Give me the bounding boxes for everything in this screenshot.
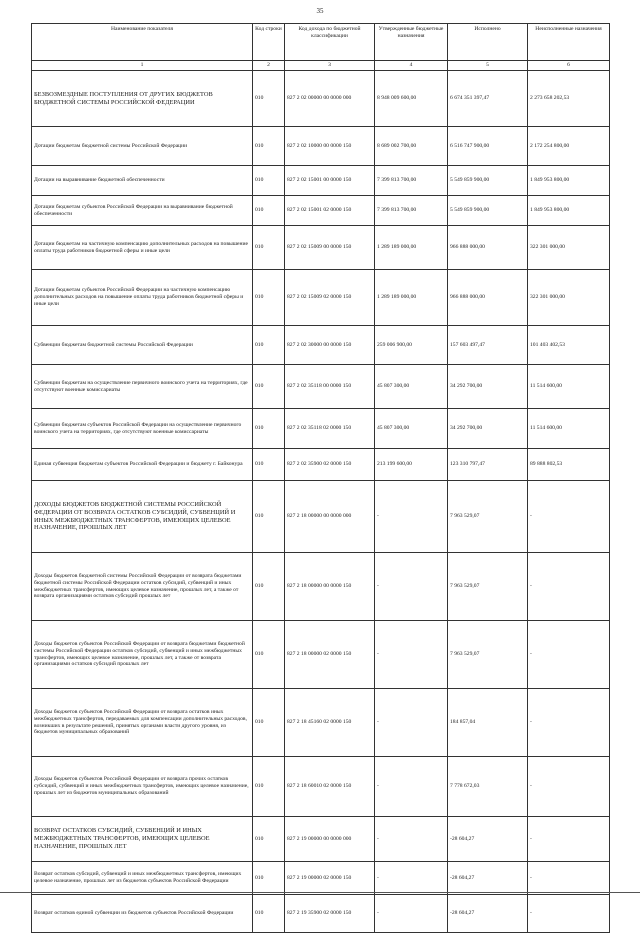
row-done: 7 963 529,07 bbox=[448, 481, 528, 553]
row-kbk: 827 2 19 00000 00 0000 000 bbox=[285, 817, 375, 862]
row-undone: - bbox=[528, 621, 610, 689]
row-name: Субвенции бюджетам на осуществление первичного воинского учета на территориях, где отсутствуют военные комиссариаты bbox=[32, 365, 253, 409]
row-code: 010 bbox=[253, 409, 285, 449]
table-row bbox=[32, 270, 610, 326]
page-bottom-rule bbox=[0, 892, 640, 893]
row-approved: 7 399 813 700,00 bbox=[375, 196, 448, 226]
row-kbk: 827 2 19 35900 02 0000 150 bbox=[285, 895, 375, 933]
header-undone: Неисполненные назначения bbox=[528, 24, 610, 61]
row-undone: - bbox=[528, 553, 610, 621]
column-number: 5 bbox=[448, 61, 528, 71]
row-code: 010 bbox=[253, 481, 285, 553]
column-number: 6 bbox=[528, 61, 610, 71]
row-done: 123 310 797,47 bbox=[448, 449, 528, 481]
row-kbk: 827 2 18 00000 00 0000 150 bbox=[285, 553, 375, 621]
revenue-table bbox=[31, 23, 610, 933]
row-undone: - bbox=[528, 862, 610, 895]
row-name: ВОЗВРАТ ОСТАТКОВ СУБСИДИЙ, СУБВЕНЦИЙ И ИНЫХ МЕЖБЮДЖЕТНЫХ ТРАНСФЕРТОВ, ИМЕЮЩИХ ЦЕЛЕВОЕ НАЗНАЧЕНИЕ, ПРОШЛЫХ ЛЕТ bbox=[32, 817, 253, 862]
row-code: 010 bbox=[253, 166, 285, 196]
row-name: БЕЗВОЗМЕЗДНЫЕ ПОСТУПЛЕНИЯ ОТ ДРУГИХ БЮДЖЕТОВ БЮДЖЕТНОЙ СИСТЕМЫ РОССИЙСКОЙ ФЕДЕРАЦИИ bbox=[32, 71, 253, 127]
table-row bbox=[32, 196, 610, 226]
row-approved: - bbox=[375, 757, 448, 817]
row-name: Дотации бюджетам субъектов Российской Федерации на частичную компенсацию дополнительных расходов на повышение оплаты труда работников бюджетной сферы и иные цели bbox=[32, 270, 253, 326]
row-undone: 11 514 600,00 bbox=[528, 409, 610, 449]
row-undone: - bbox=[528, 895, 610, 933]
row-name: Субвенции бюджетам субъектов Российской Федерации на осуществление первичного воинского учета на территориях, где отсутствуют военные комиссариаты bbox=[32, 409, 253, 449]
row-code: 010 bbox=[253, 127, 285, 166]
row-name: Дотации бюджетам бюджетной системы Российской Федерации bbox=[32, 127, 253, 166]
table-row bbox=[32, 71, 610, 127]
table-body bbox=[32, 71, 610, 933]
table-row bbox=[32, 862, 610, 895]
row-code: 010 bbox=[253, 365, 285, 409]
row-done: 157 603 497,47 bbox=[448, 326, 528, 365]
row-kbk: 827 2 19 00000 02 0000 150 bbox=[285, 862, 375, 895]
row-undone: 322 301 000,00 bbox=[528, 270, 610, 326]
row-code: 010 bbox=[253, 689, 285, 757]
row-name: Доходы бюджетов субъектов Российской Федерации от возврата бюджетами бюджетной системы Российской Федерации остатков субсидий, субвенций и иных межбюджетных трансфертов, имеющих целевое назначение, прошлых лет, а также от возврата организациями остатков субсидий прошлых лет bbox=[32, 621, 253, 689]
table-row bbox=[32, 817, 610, 862]
table-row bbox=[32, 226, 610, 270]
row-code: 010 bbox=[253, 895, 285, 933]
row-name: Дотации на выравнивание бюджетной обеспеченности bbox=[32, 166, 253, 196]
row-code: 010 bbox=[253, 862, 285, 895]
row-done: -28 604,27 bbox=[448, 862, 528, 895]
row-kbk: 827 2 18 00000 00 0000 000 bbox=[285, 481, 375, 553]
row-name: Возврат остатков субсидий, субвенций и иных межбюджетных трансфертов, имеющих целевое назначение, прошлых лет из бюджетов субъектов Российской Федерации bbox=[32, 862, 253, 895]
table-row bbox=[32, 449, 610, 481]
row-undone: 2 172 254 800,00 bbox=[528, 127, 610, 166]
row-name: ДОХОДЫ БЮДЖЕТОВ БЮДЖЕТНОЙ СИСТЕМЫ РОССИЙСКОЙ ФЕДЕРАЦИИ ОТ ВОЗВРАТА ОСТАТКОВ СУБСИДИЙ, СУБВЕНЦИЙ И ИНЫХ МЕЖБЮДЖЕТНЫХ ТРАНСФЕРТОВ, ИМЕЮЩИХ ЦЕЛЕВОЕ НАЗНАЧЕНИЕ, ПРОШЛЫХ ЛЕТ bbox=[32, 481, 253, 553]
row-undone: 89 888 802,53 bbox=[528, 449, 610, 481]
row-done: 6 516 747 900,00 bbox=[448, 127, 528, 166]
row-kbk: 827 2 18 60010 02 0000 150 bbox=[285, 757, 375, 817]
table-row bbox=[32, 621, 610, 689]
table-row bbox=[32, 127, 610, 166]
row-approved: 213 199 600,00 bbox=[375, 449, 448, 481]
row-name: Доходы бюджетов субъектов Российской Федерации от возврата остатков иных межбюджетных трансфертов, передаваемых для компенсации дополнительных расходов, возникших в результате решений, принятых органами власти другого уровня, из бюджетов муниципальных образований bbox=[32, 689, 253, 757]
table-row bbox=[32, 895, 610, 933]
row-code: 010 bbox=[253, 226, 285, 270]
row-done: -28 604,27 bbox=[448, 895, 528, 933]
column-number: 4 bbox=[375, 61, 448, 71]
row-undone: - bbox=[528, 689, 610, 757]
header-code: Код строки bbox=[253, 24, 285, 61]
row-code: 010 bbox=[253, 71, 285, 127]
row-undone: 1 849 953 800,00 bbox=[528, 166, 610, 196]
header-name: Наименование показателя bbox=[32, 24, 253, 61]
row-done: 7 778 672,03 bbox=[448, 757, 528, 817]
table-row bbox=[32, 166, 610, 196]
row-kbk: 827 2 02 35900 02 0000 150 bbox=[285, 449, 375, 481]
column-number: 1 bbox=[32, 61, 253, 71]
row-name: Доходы бюджетов субъектов Российской Федерации от возврата прочих остатков субсидий, субвенций и иных межбюджетных трансфертов, имеющих целевое назначение, прошлых лет из бюджетов муниципальных образований bbox=[32, 757, 253, 817]
row-done: 7 963 529,07 bbox=[448, 621, 528, 689]
header-row bbox=[32, 24, 610, 61]
header-approved: Утвержденные бюджетные назначения bbox=[375, 24, 448, 61]
row-approved: - bbox=[375, 817, 448, 862]
row-approved: - bbox=[375, 895, 448, 933]
row-kbk: 827 2 02 15001 00 0000 150 bbox=[285, 166, 375, 196]
row-kbk: 827 2 02 30000 00 0000 150 bbox=[285, 326, 375, 365]
row-approved: 45 807 300,00 bbox=[375, 409, 448, 449]
row-done: 966 888 000,00 bbox=[448, 226, 528, 270]
row-approved: - bbox=[375, 862, 448, 895]
row-kbk: 827 2 02 15009 00 0000 150 bbox=[285, 226, 375, 270]
row-approved: - bbox=[375, 481, 448, 553]
table-row bbox=[32, 326, 610, 365]
row-approved: - bbox=[375, 553, 448, 621]
row-kbk: 827 2 18 00000 02 0000 150 bbox=[285, 621, 375, 689]
row-kbk: 827 2 02 15009 02 0000 150 bbox=[285, 270, 375, 326]
row-code: 010 bbox=[253, 817, 285, 862]
row-approved: - bbox=[375, 689, 448, 757]
row-done: 34 292 700,00 bbox=[448, 365, 528, 409]
row-done: 5 549 859 900,00 bbox=[448, 196, 528, 226]
row-approved: 259 006 900,00 bbox=[375, 326, 448, 365]
column-numbers-row bbox=[32, 61, 610, 71]
header-done: Исполнено bbox=[448, 24, 528, 61]
row-code: 010 bbox=[253, 326, 285, 365]
row-kbk: 827 2 02 15001 02 0000 150 bbox=[285, 196, 375, 226]
row-code: 010 bbox=[253, 757, 285, 817]
row-undone: 322 301 000,00 bbox=[528, 226, 610, 270]
row-done: -28 604,27 bbox=[448, 817, 528, 862]
row-done: 6 674 351 397,47 bbox=[448, 71, 528, 127]
row-done: 184 857,04 bbox=[448, 689, 528, 757]
row-code: 010 bbox=[253, 621, 285, 689]
row-done: 5 549 859 900,00 bbox=[448, 166, 528, 196]
row-kbk: 827 2 02 35118 00 0000 150 bbox=[285, 365, 375, 409]
row-undone: - bbox=[528, 481, 610, 553]
row-approved: - bbox=[375, 621, 448, 689]
row-undone: 1 849 953 800,00 bbox=[528, 196, 610, 226]
row-done: 966 888 000,00 bbox=[448, 270, 528, 326]
row-code: 010 bbox=[253, 553, 285, 621]
header-kbk: Код дохода по бюджетной классификации bbox=[285, 24, 375, 61]
row-code: 010 bbox=[253, 270, 285, 326]
row-name: Единая субвенция бюджетам субъектов Российской Федерации и бюджету г. Байконура bbox=[32, 449, 253, 481]
row-undone: 11 514 600,00 bbox=[528, 365, 610, 409]
row-undone: 2 273 658 202,53 bbox=[528, 71, 610, 127]
page-number: 35 bbox=[316, 7, 324, 15]
row-approved: 8 689 002 700,00 bbox=[375, 127, 448, 166]
row-approved: 1 289 189 000,00 bbox=[375, 270, 448, 326]
row-name: Дотации бюджетам на частичную компенсацию дополнительных расходов на повышение оплаты труда работников бюджетной сферы и иные цели bbox=[32, 226, 253, 270]
row-name: Дотации бюджетам субъектов Российской Федерации на выравнивание бюджетной обеспеченности bbox=[32, 196, 253, 226]
row-name: Субвенции бюджетам бюджетной системы Российской Федерации bbox=[32, 326, 253, 365]
row-code: 010 bbox=[253, 449, 285, 481]
row-kbk: 827 2 02 00000 00 0000 000 bbox=[285, 71, 375, 127]
table-row bbox=[32, 481, 610, 553]
row-undone: - bbox=[528, 817, 610, 862]
row-approved: 1 289 189 000,00 bbox=[375, 226, 448, 270]
row-kbk: 827 2 02 10000 00 0000 150 bbox=[285, 127, 375, 166]
row-done: 34 292 700,00 bbox=[448, 409, 528, 449]
column-number: 2 bbox=[253, 61, 285, 71]
table-row bbox=[32, 689, 610, 757]
table-row bbox=[32, 409, 610, 449]
row-kbk: 827 2 02 35118 02 0000 150 bbox=[285, 409, 375, 449]
table-row bbox=[32, 365, 610, 409]
row-approved: 8 948 009 600,00 bbox=[375, 71, 448, 127]
row-code: 010 bbox=[253, 196, 285, 226]
column-number: 3 bbox=[285, 61, 375, 71]
row-approved: 7 399 813 700,00 bbox=[375, 166, 448, 196]
row-undone: 101 403 402,53 bbox=[528, 326, 610, 365]
row-name: Доходы бюджетов бюджетной системы Российской Федерации от возврата бюджетами бюджетной системы Российской Федерации остатков субсидий, субвенций и иных межбюджетных трансфертов, имеющих целевое назначение, прошлых лет, а также от возврата организациями остатков субсидий прошлых лет bbox=[32, 553, 253, 621]
row-done: 7 963 529,07 bbox=[448, 553, 528, 621]
row-name: Возврат остатков единой субвенции из бюджетов субъектов Российской Федерации bbox=[32, 895, 253, 933]
row-approved: 45 807 300,00 bbox=[375, 365, 448, 409]
row-undone: - bbox=[528, 757, 610, 817]
table-row bbox=[32, 757, 610, 817]
table-row bbox=[32, 553, 610, 621]
row-kbk: 827 2 18 45160 02 0000 150 bbox=[285, 689, 375, 757]
